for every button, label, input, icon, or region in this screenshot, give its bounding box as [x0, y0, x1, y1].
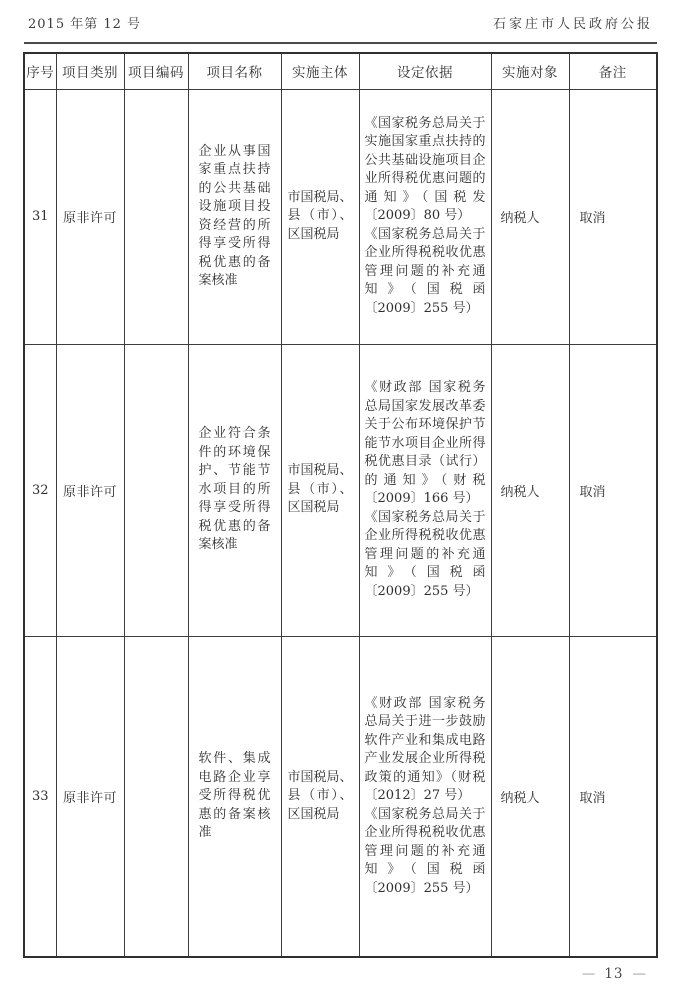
implementer-text: 市国税局、县（市）、区国税局	[287, 189, 353, 242]
column-header-remark: 备注	[569, 53, 657, 89]
footer-dash: —	[581, 966, 596, 982]
category-cell: 原非许可	[56, 344, 124, 636]
page-header	[28, 13, 653, 32]
page-footer	[582, 966, 646, 982]
remark-cell: 取消	[569, 344, 657, 636]
project-name-text: 企业符合条件的环境保护、节能节水项目的所得享受所得税优惠的备案核准	[198, 426, 271, 553]
column-header-code: 项目编码	[124, 53, 188, 89]
remark-cell: 取消	[569, 89, 657, 344]
basis-paragraph: 《财政部 国家税务总局关于进一步鼓励软件产业和集成电路产业发展企业所得税政策的通知》（财税〔2012〕27 号）	[364, 695, 486, 803]
implementer-cell	[281, 89, 359, 344]
basis-paragraph: 《国家税务总局关于企业所得税税收优惠管理问题的补充通知》（国税函〔2009〕255 号）	[364, 509, 486, 599]
serial-cell: 33	[24, 636, 56, 957]
basis-paragraph: 《国家税务总局关于企业所得税税收优惠管理问题的补充通知》（国税函〔2009〕255 号）	[364, 226, 486, 316]
target-cell: 纳税人	[491, 344, 569, 636]
implementer-text: 市国税局、县（市）、区国税局	[287, 769, 353, 822]
basis-paragraph: 《国家税务总局关于实施国家重点扶持的公共基础设施项目企业所得税优惠问题的通知》（国税发〔2009〕80 号）	[364, 115, 486, 224]
basis-cell	[359, 344, 491, 636]
code-cell	[124, 344, 188, 636]
column-header-name: 项目名称	[188, 53, 281, 89]
name-cell	[188, 89, 281, 344]
serial-cell: 32	[24, 344, 56, 636]
column-header-basis: 设定依据	[359, 53, 491, 89]
table-row	[24, 344, 657, 636]
category-cell: 原非许可	[56, 89, 124, 344]
column-header-target: 实施对象	[491, 53, 569, 89]
table-row	[24, 89, 657, 344]
publication-title: 石家庄市人民政府公报	[492, 17, 653, 32]
name-cell	[188, 636, 281, 957]
implementer-cell	[281, 344, 359, 636]
header-rule	[24, 42, 657, 44]
table-header-row	[24, 53, 657, 89]
serial-cell: 31	[24, 89, 56, 344]
implementer-cell	[281, 636, 359, 957]
page-number: 13	[604, 966, 624, 982]
target-cell: 纳税人	[491, 636, 569, 957]
target-cell: 纳税人	[491, 89, 569, 344]
basis-cell	[359, 636, 491, 957]
issue-number: 2015 年第 12 号	[28, 17, 142, 32]
category-cell: 原非许可	[56, 636, 124, 957]
table-row	[24, 636, 657, 957]
implementer-text: 市国税局、县（市）、区国税局	[287, 463, 353, 516]
column-header-serial: 序号	[24, 53, 56, 89]
basis-paragraph: 《国家税务总局关于企业所得税税收优惠管理问题的补充通知》（国税函〔2009〕255 号）	[364, 806, 486, 896]
name-cell	[188, 344, 281, 636]
project-name-text: 软件、集成电路企业享受所得税优惠的备案核准	[198, 751, 271, 840]
column-header-category: 项目类别	[56, 53, 124, 89]
footer-dash: —	[632, 966, 646, 982]
code-cell	[124, 89, 188, 344]
code-cell	[124, 636, 188, 957]
basis-cell	[359, 89, 491, 344]
basis-paragraph: 《财政部 国家税务总局国家发展改革委关于公布环境保护节能节水项目企业所得税优惠目录（试行）的通知》（财税〔2009〕166 号）	[364, 380, 486, 506]
remark-cell: 取消	[569, 636, 657, 957]
column-header-implementer: 实施主体	[281, 53, 359, 89]
approval-items-table	[23, 52, 658, 958]
project-name-text: 企业从事国家重点扶持的公共基础设施项目投资经营的所得享受所得税优惠的备案核准	[198, 143, 271, 288]
